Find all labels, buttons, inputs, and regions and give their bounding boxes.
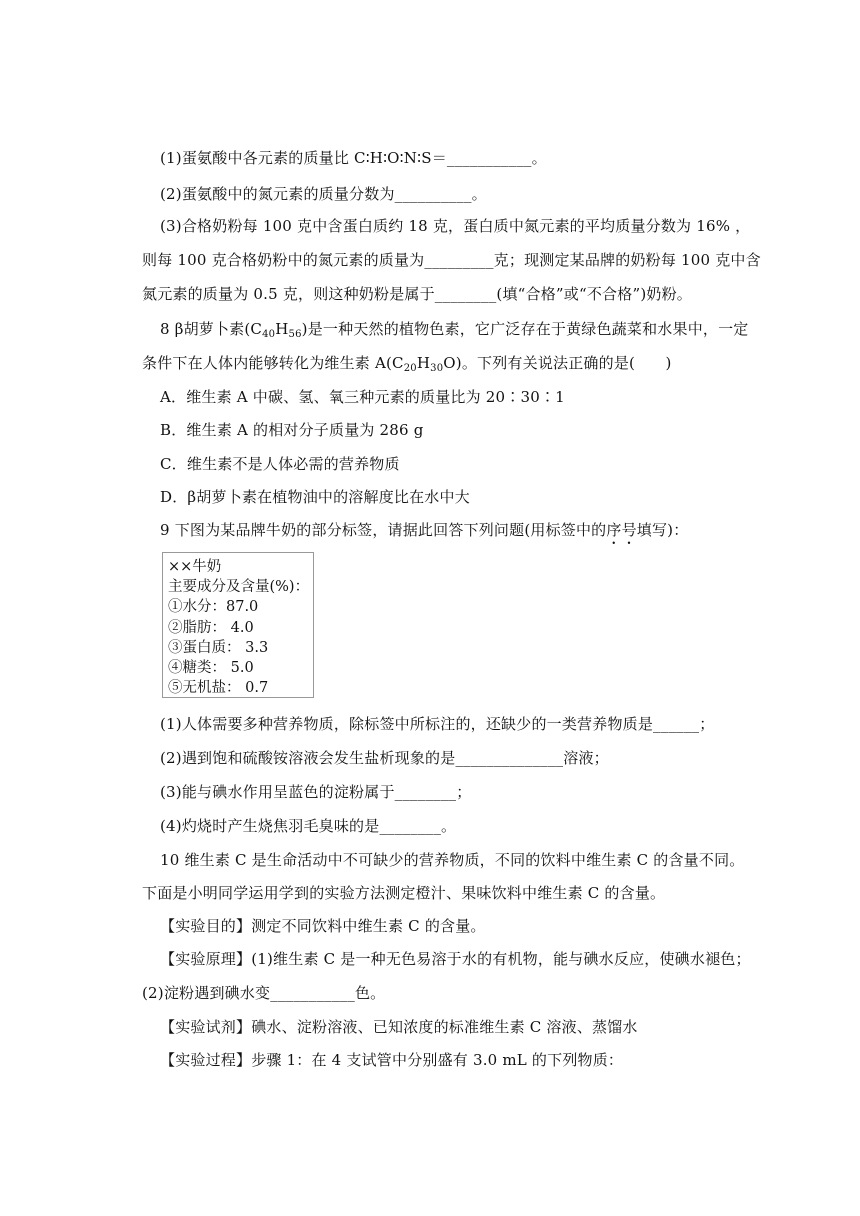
milk-label-item: ③蛋白质： 3.3 bbox=[168, 639, 269, 656]
q9-sub4: (4)灼烧时产生烧焦羽毛臭味的是________。 bbox=[160, 817, 457, 835]
q8-stem-line2: 条件下在人体内能够转化为维生素 $A(C_{20}H_{30}O)$。下列有关说法正确的是( ) bbox=[142, 354, 672, 374]
q8-option-a: A．维生素 A 中碳、氢、氧三种元素的质量比为 20∶30∶1 bbox=[160, 388, 565, 406]
q8-option-d: D．β胡萝卜素在植物油中的溶解度比在水中大 bbox=[160, 488, 470, 506]
q10-principle-1: 【实验原理】(1)维生素 C 是一种无色易溶于水的有机物，能与碘水反应，使碘水褪色； bbox=[160, 950, 751, 968]
q8-stem-line1: 8 β胡萝卜素$(C_{40}H_{56})$是一种天然的植物色素，它广泛存在于黄绿色蔬菜和水果中，一定 bbox=[160, 320, 749, 340]
q10-principle-2: (2)淀粉遇到碘水变___________色。 bbox=[142, 984, 386, 1002]
milk-label-item: ①水分：87.0 bbox=[168, 599, 259, 616]
q8-option-c: C．维生素不是人体必需的营养物质 bbox=[160, 455, 400, 473]
q7-part3-line2: 则每 100 克合格奶粉中的氮元素的质量为_________克；现测定某品牌的奶粉每 100 克中含 bbox=[142, 251, 761, 269]
milk-label-item: ④糖类： 5.0 bbox=[168, 660, 254, 677]
q10-purpose: 【实验目的】测定不同饮料中维生素 C 的含量。 bbox=[160, 917, 486, 935]
milk-label-item: ②脂肪： 4.0 bbox=[168, 619, 254, 636]
q7-part2: (2)蛋氨酸中的氮元素的质量分数为__________。 bbox=[160, 185, 487, 203]
q9-emphasis-text: 序号 bbox=[606, 521, 637, 539]
q9-sub1: (1)人体需要多种营养物质，除标签中所标注的，还缺少的一类营养物质是______； bbox=[160, 715, 715, 733]
q7-part3-line3: 氮元素的质量为 0.5 克，则这种奶粉是属于________(填“合格”或“不合格”)奶粉。 bbox=[142, 285, 692, 303]
milk-label-title: ××牛奶 bbox=[168, 559, 222, 575]
q9-sub3: (3)能与碘水作用呈蓝色的淀粉属于________； bbox=[160, 783, 472, 801]
q9-sub2: (2)遇到饱和硫酸铵溶液会发生盐析现象的是______________溶液； bbox=[160, 749, 609, 767]
q10-process: 【实验过程】步骤 1：在 4 支试管中分别盛有 3.0 mL 的下列物质： bbox=[160, 1051, 624, 1069]
q8-option-b: B．维生素 A 的相对分子质量为 286 g bbox=[160, 421, 424, 439]
q10-reagents: 【实验试剂】碘水、淀粉溶液、已知浓度的标准维生素 C 溶液、蒸馏水 bbox=[160, 1018, 638, 1036]
milk-label-box bbox=[162, 552, 314, 698]
milk-label-subtitle: 主要成分及含量(%)： bbox=[168, 579, 310, 596]
q7-part1: (1)蛋氨酸中各元素的质量比 C∶H∶O∶N∶S＝___________。 bbox=[160, 149, 547, 167]
q10-line1: 10 维生素 C 是生命活动中不可缺少的营养物质，不同的饮料中维生素 C 的含量不同。 bbox=[160, 851, 745, 869]
q10-line2: 下面是小明同学运用学到的实验方法测定橙汁、果味饮料中维生素 C 的含量。 bbox=[142, 884, 666, 902]
milk-label-item: ⑤无机盐： 0.7 bbox=[168, 680, 269, 697]
q9-intro: 9 下图为某品牌牛奶的部分标签，请据此回答下列问题(用标签中的序号填写)： bbox=[160, 521, 689, 539]
q7-part3-line1: (3)合格奶粉每 100 克中含蛋白质约 18 克，蛋白质中氮元素的平均质量分数为 16% ， bbox=[160, 217, 751, 235]
